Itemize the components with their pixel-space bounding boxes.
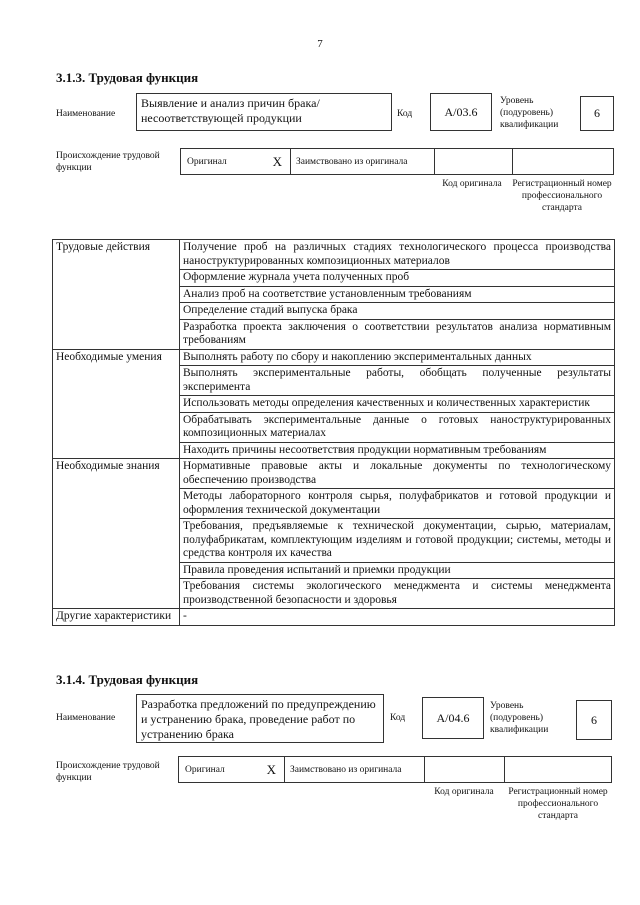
borrowed-cell (285, 757, 425, 782)
reg-number-cell (513, 149, 613, 174)
function-details-table (52, 239, 615, 626)
other-characteristics-label: Другие характеристики (53, 609, 180, 626)
borrowed-cell (291, 149, 435, 174)
labor-action-item: Разработка проекта заключения о соответствии результатов анализа нормативным требованиям (180, 319, 615, 349)
code-label: Код (390, 713, 406, 723)
level-box (576, 700, 612, 740)
original-label: Оригинал (187, 156, 227, 167)
original-cell (179, 757, 285, 782)
name-label: Наименование (56, 713, 116, 723)
code-original-label: Код оригинала (442, 179, 502, 189)
level-value: 6 (594, 106, 600, 120)
function-name: Разработка предложений по предупреждению и устранению брака, проведение работ по устранению брака (141, 697, 376, 741)
knowledge-item: Нормативные правовые акты и локальные документы по технологическому обеспечению производства (180, 459, 615, 489)
section-title: 3.1.4. Трудовая функция (56, 672, 199, 687)
code-original-cell (435, 149, 513, 174)
function-code-box (430, 93, 492, 131)
knowledge-item: Требования, предъявляемые к технической документации, сырью, материалам, полуфабрикатам, комплектующим изделиям и готовой продукции; системы, методы и средства контроля их качества (180, 519, 615, 563)
other-characteristics-value: - (180, 609, 615, 626)
code-original-label: Код оригинала (434, 787, 494, 797)
skill-item: Обрабатывать экспериментальные данные о готовых наноструктурированных композиционных материалах (180, 412, 615, 442)
function-name-box (136, 93, 392, 131)
labor-action-item: Анализ проб на соответствие установленным требованиям (180, 286, 615, 303)
knowledge-label: Необходимые знания (53, 459, 180, 609)
borrowed-label: Заимствовано из оригинала (290, 764, 402, 775)
level-label: Уровень (подуровень) квалификации (490, 701, 549, 735)
borrowed-label: Заимствовано из оригинала (296, 156, 408, 167)
origin-row (180, 148, 614, 175)
code-original-cell (425, 757, 505, 782)
section-title: 3.1.3. Трудовая функция (56, 70, 199, 85)
code-label: Код (397, 109, 413, 119)
origin-row (178, 756, 612, 783)
page-number: 7 (317, 38, 323, 50)
level-value: 6 (591, 712, 597, 727)
function-name: Выявление и анализ причин брака/несоответствующей продукции (141, 96, 320, 125)
origin-label: Происхождение трудовой функции (56, 761, 160, 783)
original-mark: X (272, 153, 282, 169)
labor-action-item: Определение стадий выпуска брака (180, 303, 615, 320)
original-mark: X (266, 761, 276, 777)
knowledge-item: Правила проведения испытаний и приемки продукции (180, 562, 615, 579)
original-cell (181, 149, 291, 174)
level-label: Уровень (подуровень) квалификации (500, 96, 559, 130)
original-label: Оригинал (185, 764, 225, 775)
function-code: A/03.6 (444, 104, 478, 119)
function-code-box (422, 697, 484, 739)
function-code: A/04.6 (436, 710, 470, 725)
skill-item: Находить причины несоответствия продукции нормативным требованиям (180, 442, 615, 459)
skills-label: Необходимые умения (53, 349, 180, 459)
knowledge-item: Требования системы экологического менеджмента и системы менеджмента производственной безопасности и здоровья (180, 579, 615, 609)
labor-actions-label: Трудовые действия (53, 240, 180, 350)
name-label: Наименование (56, 109, 116, 119)
level-box (580, 96, 614, 131)
labor-action-item: Оформление журнала учета полученных проб (180, 270, 615, 287)
reg-number-label: Регистрационный номер профессионального стандарта (508, 787, 608, 821)
reg-number-cell (505, 757, 611, 782)
origin-label: Происхождение трудовой функции (56, 151, 160, 173)
skill-item: Выполнять экспериментальные работы, обобщать полученные результаты эксперимента (180, 366, 615, 396)
reg-number-label: Регистрационный номер профессионального стандарта (512, 179, 612, 213)
skill-item: Выполнять работу по сбору и накоплению экспериментальных данных (180, 349, 615, 366)
labor-action-item: Получение проб на различных стадиях технологического процесса производства наноструктурированных композиционных материалов (180, 240, 615, 270)
function-name-box (136, 694, 384, 743)
knowledge-item: Методы лабораторного контроля сырья, полуфабрикатов и готовой продукции и оформления технической документации (180, 489, 615, 519)
skill-item: Использовать методы определения качественных и количественных характеристик (180, 396, 615, 413)
